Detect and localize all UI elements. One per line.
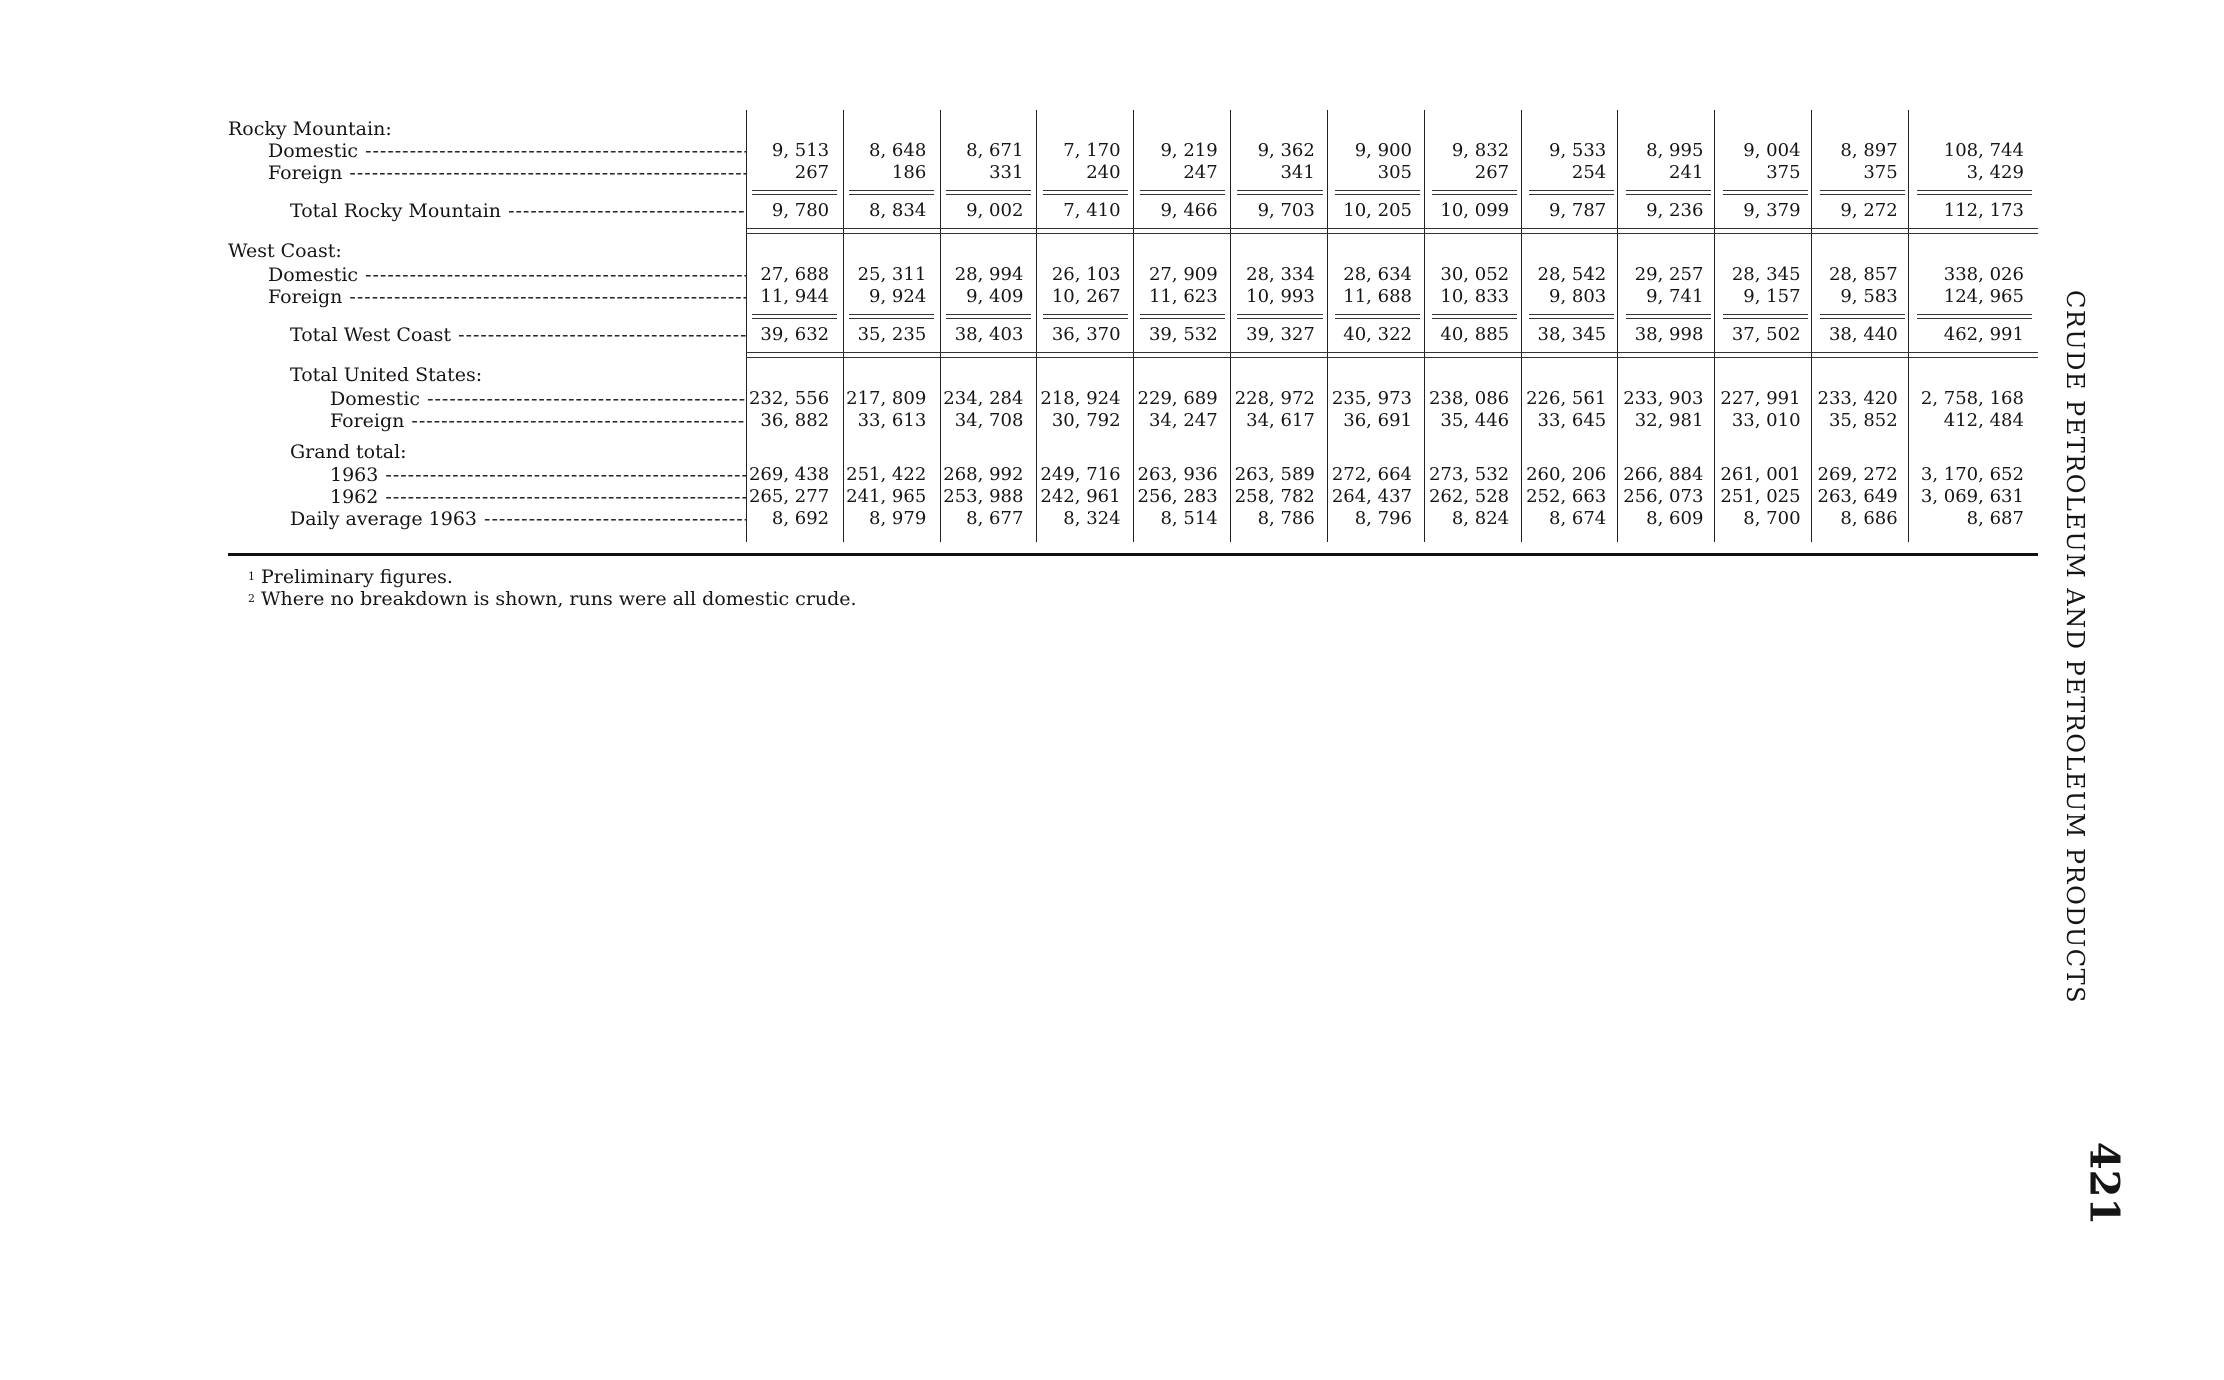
value-cell: 35, 235 (857, 324, 927, 345)
value-cell: 11, 944 (760, 286, 830, 307)
total-cell: 112, 173 (1943, 200, 2024, 221)
value-cell: 251, 025 (1720, 486, 1801, 507)
value-cell: 9, 803 (1549, 286, 1607, 307)
value-cell: 228, 972 (1234, 388, 1315, 409)
row-label: Foreign ----- (268, 162, 746, 184)
value-cell: 9, 004 (1743, 140, 1801, 161)
value-cell: 10, 833 (1440, 286, 1510, 307)
value-cell: 226, 561 (1526, 388, 1607, 409)
value-cell: 38, 998 (1634, 324, 1704, 345)
value-cell: 38, 403 (954, 324, 1024, 345)
value-cell: 8, 834 (869, 200, 927, 221)
running-head (2040, 290, 2110, 1070)
value-cell: 263, 936 (1137, 464, 1218, 485)
value-cell: 9, 924 (869, 286, 927, 307)
total-cell: 3, 429 (1966, 162, 2024, 183)
value-cell: 229, 689 (1137, 388, 1218, 409)
value-cell: 8, 995 (1646, 140, 1704, 161)
value-cell: 28, 334 (1246, 264, 1315, 285)
value-cell: 238, 086 (1428, 388, 1510, 409)
table-row (228, 162, 2038, 184)
refinery-runs-table (228, 118, 2038, 530)
value-cell: 10, 205 (1343, 200, 1412, 221)
value-cell: 33, 645 (1537, 410, 1607, 431)
value-cell: 235, 973 (1331, 388, 1412, 409)
value-cell: 247 (1183, 162, 1218, 183)
value-cell: 30, 052 (1440, 264, 1510, 285)
value-cell: 9, 379 (1743, 200, 1801, 221)
rule-row (228, 346, 2038, 362)
value-cell: 265, 277 (748, 486, 830, 507)
value-cell: 40, 322 (1343, 324, 1412, 345)
value-cell: 32, 981 (1634, 410, 1704, 431)
value-cell: 11, 623 (1148, 286, 1218, 307)
value-cell: 261, 001 (1720, 464, 1801, 485)
value-cell: 9, 741 (1646, 286, 1704, 307)
value-cell: 26, 103 (1051, 264, 1121, 285)
section-header-rocky-mountain (228, 118, 2038, 140)
value-cell: 258, 782 (1234, 486, 1315, 507)
section-title: West Coast: (228, 240, 342, 262)
value-cell: 9, 409 (966, 286, 1024, 307)
value-cell: 264, 437 (1331, 486, 1412, 507)
value-cell: 7, 170 (1063, 140, 1121, 161)
value-cell: 217, 809 (846, 388, 927, 409)
value-cell: 232, 556 (748, 388, 830, 409)
row-values (746, 388, 2038, 410)
value-cell: 9, 362 (1257, 140, 1315, 161)
value-cell: 375 (1863, 162, 1898, 183)
section-title: Rocky Mountain: (228, 118, 392, 140)
value-cell: 233, 420 (1817, 388, 1898, 409)
value-cell: 266, 884 (1623, 464, 1704, 485)
row-values (746, 140, 2038, 162)
value-cell: 10, 099 (1440, 200, 1510, 221)
value-cell: 254 (1571, 162, 1607, 183)
value-cell: 9, 533 (1549, 140, 1607, 161)
value-cell: 39, 632 (760, 324, 830, 345)
footnote: $^1$ Preliminary figures. (248, 566, 453, 588)
value-cell: 375 (1766, 162, 1801, 183)
row-values (746, 264, 2038, 286)
value-cell: 240 (1086, 162, 1121, 183)
row-label: Daily average 1963 ----- (290, 508, 746, 530)
value-cell: 234, 284 (943, 388, 1024, 409)
value-cell: 9, 583 (1840, 286, 1898, 307)
value-cell: 233, 903 (1623, 388, 1704, 409)
value-cell: 8, 686 (1840, 508, 1898, 529)
value-cell: 8, 514 (1160, 508, 1218, 529)
section-header-grand-total (228, 432, 2038, 464)
section-title: Grand total: (290, 441, 407, 463)
table-bottom-rule (228, 553, 2038, 556)
double-rule (746, 314, 2038, 318)
double-rule (746, 190, 2038, 194)
value-cell: 9, 157 (1743, 286, 1801, 307)
value-cell: 227, 991 (1720, 388, 1801, 409)
row-values (746, 200, 2038, 222)
value-cell: 8, 648 (869, 140, 927, 161)
total-cell: 2, 758, 168 (1920, 388, 2024, 409)
total-cell: 124, 965 (1943, 286, 2024, 307)
running-head-text: CRUDE PETROLEUM AND PETROLEUM PRODUCTS (2061, 290, 2089, 1005)
table-row (228, 264, 2038, 286)
value-cell: 10, 267 (1051, 286, 1121, 307)
value-cell: 33, 010 (1731, 410, 1801, 431)
value-cell: 9, 219 (1160, 140, 1218, 161)
row-label: Foreign ----- (330, 410, 746, 432)
row-label: Total West Coast ----- (290, 324, 746, 346)
value-cell: 39, 532 (1148, 324, 1218, 345)
value-cell: 263, 649 (1817, 486, 1898, 507)
value-cell: 8, 674 (1549, 508, 1607, 529)
value-cell: 33, 613 (857, 410, 927, 431)
value-cell: 35, 446 (1440, 410, 1510, 431)
value-cell: 241 (1669, 162, 1704, 183)
value-cell: 263, 589 (1234, 464, 1315, 485)
total-cell: 108, 744 (1943, 140, 2024, 161)
rule-row (228, 222, 2038, 238)
double-rule (746, 228, 2038, 234)
value-cell: 36, 370 (1051, 324, 1121, 345)
value-cell: 9, 513 (771, 140, 830, 161)
footnotes (248, 566, 857, 610)
row-values (746, 486, 2038, 508)
value-cell: 8, 786 (1257, 508, 1315, 529)
value-cell: 251, 422 (846, 464, 927, 485)
value-cell: 9, 832 (1451, 140, 1510, 161)
value-cell: 28, 994 (954, 264, 1024, 285)
double-rule (746, 352, 2038, 358)
value-cell: 36, 691 (1343, 410, 1412, 431)
value-cell: 28, 634 (1343, 264, 1412, 285)
value-cell: 38, 440 (1828, 324, 1898, 345)
row-label: 1963 ----- (330, 464, 746, 486)
value-cell: 9, 787 (1549, 200, 1607, 221)
row-values (746, 464, 2038, 486)
value-cell: 267 (1474, 162, 1510, 183)
total-cell: 462, 991 (1943, 324, 2024, 345)
value-cell: 9, 703 (1257, 200, 1315, 221)
value-cell: 268, 992 (943, 464, 1024, 485)
value-cell: 34, 708 (954, 410, 1024, 431)
value-cell: 9, 466 (1160, 200, 1218, 221)
value-cell: 262, 528 (1428, 486, 1510, 507)
value-cell: 25, 311 (857, 264, 927, 285)
value-cell: 9, 002 (966, 200, 1024, 221)
value-cell: 8, 700 (1743, 508, 1801, 529)
value-cell: 29, 257 (1634, 264, 1704, 285)
value-cell: 241, 965 (846, 486, 927, 507)
row-label: Domestic ----- (330, 388, 746, 410)
table-row (228, 464, 2038, 486)
value-cell: 256, 073 (1623, 486, 1704, 507)
value-cell: 38, 345 (1537, 324, 1607, 345)
value-cell: 39, 327 (1246, 324, 1315, 345)
value-cell: 269, 272 (1817, 464, 1898, 485)
value-cell: 8, 671 (966, 140, 1024, 161)
value-cell: 8, 609 (1646, 508, 1704, 529)
table-row (228, 410, 2038, 432)
value-cell: 9, 236 (1646, 200, 1704, 221)
value-cell: 30, 792 (1051, 410, 1121, 431)
value-cell: 35, 852 (1828, 410, 1898, 431)
total-cell: 338, 026 (1943, 264, 2024, 285)
value-cell: 28, 345 (1731, 264, 1801, 285)
row-values (746, 324, 2038, 346)
value-cell: 34, 247 (1148, 410, 1218, 431)
value-cell: 8, 897 (1840, 140, 1898, 161)
value-cell: 9, 900 (1354, 140, 1412, 161)
total-row (228, 324, 2038, 346)
total-cell: 3, 170, 652 (1920, 464, 2024, 485)
row-label: Domestic ----- (268, 140, 746, 162)
value-cell: 34, 617 (1246, 410, 1315, 431)
value-cell: 36, 882 (760, 410, 830, 431)
page-number: 421 (2080, 1141, 2128, 1226)
value-cell: 267 (794, 162, 830, 183)
row-values (746, 410, 2038, 432)
value-cell: 186 (891, 162, 927, 183)
value-cell: 8, 979 (869, 508, 927, 529)
table-row (228, 286, 2038, 308)
value-cell: 28, 542 (1537, 264, 1607, 285)
section-header-west-coast (228, 238, 2038, 264)
row-label: Total Rocky Mountain ----- (290, 200, 746, 222)
row-label: 1962 ----- (330, 486, 746, 508)
total-row (228, 200, 2038, 222)
value-cell: 260, 206 (1526, 464, 1607, 485)
value-cell: 242, 961 (1040, 486, 1121, 507)
rule-row (228, 184, 2038, 200)
value-cell: 40, 885 (1440, 324, 1510, 345)
value-cell: 305 (1377, 162, 1412, 183)
value-cell: 256, 283 (1137, 486, 1218, 507)
value-cell: 11, 688 (1343, 286, 1412, 307)
value-cell: 269, 438 (748, 464, 830, 485)
value-cell: 272, 664 (1331, 464, 1412, 485)
value-cell: 331 (989, 162, 1024, 183)
row-values (746, 162, 2038, 184)
table-row (228, 140, 2038, 162)
section-title: Total United States: (290, 364, 483, 386)
table-row (228, 486, 2038, 508)
section-header-total-us (228, 362, 2038, 388)
row-label: Foreign ----- (268, 286, 746, 308)
table-row (228, 388, 2038, 410)
value-cell: 253, 988 (943, 486, 1024, 507)
row-values (746, 508, 2038, 530)
row-values (746, 286, 2038, 308)
value-cell: 10, 993 (1246, 286, 1315, 307)
total-cell: 3, 069, 631 (1920, 486, 2024, 507)
value-cell: 37, 502 (1731, 324, 1801, 345)
value-cell: 8, 796 (1354, 508, 1412, 529)
value-cell: 27, 688 (760, 264, 830, 285)
value-cell: 8, 324 (1063, 508, 1121, 529)
value-cell: 218, 924 (1040, 388, 1121, 409)
value-cell: 8, 824 (1451, 508, 1510, 529)
value-cell: 9, 780 (771, 200, 830, 221)
value-cell: 8, 677 (966, 508, 1024, 529)
value-cell: 28, 857 (1828, 264, 1898, 285)
value-cell: 8, 692 (771, 508, 830, 529)
value-cell: 273, 532 (1428, 464, 1510, 485)
value-cell: 27, 909 (1148, 264, 1218, 285)
value-cell: 9, 272 (1840, 200, 1898, 221)
daily-average-row (228, 508, 2038, 530)
total-cell: 8, 687 (1966, 508, 2024, 529)
value-cell: 7, 410 (1063, 200, 1121, 221)
total-cell: 412, 484 (1943, 410, 2024, 431)
value-cell: 341 (1280, 162, 1315, 183)
footnote: $^2$ Where no breakdown is shown, runs were all domestic crude. (248, 588, 857, 610)
rule-row (228, 308, 2038, 324)
row-label: Domestic ----- (268, 264, 746, 286)
value-cell: 252, 663 (1526, 486, 1607, 507)
value-cell: 249, 716 (1040, 464, 1121, 485)
